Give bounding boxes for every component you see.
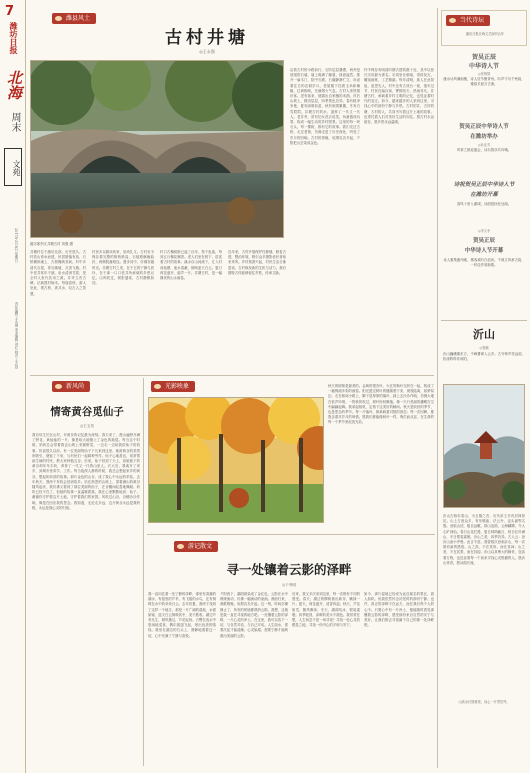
section-tag: 游记散文 [174, 541, 218, 552]
editor-credits: 责任编辑 王永刚 美术编辑 刘红 校对 王志远 [14, 302, 18, 369]
article-body-column: 秋天的树林是最美的。金黄的银杏叶、火红的枫叶交织在一起，构成了一幅绚丽多彩的画卷。阳光透过树叶的缝隙洒下来，斑驳陆离，如梦似幻。走在林间小路上，脚下是厚厚的落叶，踩上去沙沙作响，仿佛大地在低声吟唱。一阵秋风吹过，树叶纷纷飘落，像一只只美丽的蝴蝶在空中翩翩起舞。我拿起相机，定格下这美好的瞬间。秋天是收获的季节，也是思念的季节。每一片落叶，都承载着对根的眷恋；每一次回眸，都饱含着对岁月的珍惜。愿我们都能像秋叶一样，绚烂而从容，在生命的每一个季节里绽放光彩。 [328, 384, 434, 425]
article-title: 古村井塘 [165, 28, 249, 48]
poetry-header-box [441, 10, 527, 46]
poem-title: 贺吴正辰 [471, 54, 496, 61]
article-body-column: 村口古槐树龄已逾三百年，枝干虬曲，每到五月槐花飘香。老人们坐在树下，讲述着古村的故事。溪水自山间流下，汇入村前池塘，池水清澈，倒映蓝天白云。夏日荷花盛开，蛙声一片。井塘古村，是一幅静美的山水画卷。 [160, 250, 222, 281]
section-tag: 潍县风土 [52, 13, 96, 24]
column-divider [143, 378, 144, 766]
article-byline: ◎于秀明 [282, 583, 296, 587]
section-tag: 新风尚 [52, 381, 90, 392]
page-number: 7 [5, 4, 15, 19]
poem-subtitle: 在潍坊开幕 [470, 192, 498, 198]
poem-title: 诗祝贺吴正辰中华诗人节 [453, 182, 515, 188]
poem-author: ◎孙亚芳 [477, 143, 491, 147]
poem-author: ◎张锡德 [477, 72, 491, 76]
section-tag: 光影映象 [151, 381, 195, 392]
article-body-column: 村民多以耕读传家，崇尚礼义。古村至今保存着完整的街巷格局，石板路蜿蜒曲折，两侧院落相连。漫步其中，仿佛穿越时光。井塘古村之美，在于它的宁静与质朴，在于那一口口老井所承载的乡愁记忆。山风吹过，树影婆娑，古村静默如初。 [92, 250, 154, 286]
section-tag: 当代诗坛 [446, 15, 490, 26]
supplement-name-2: 周末 [9, 112, 20, 132]
photo-caption: 潍坊寒亭区井塘古村 刘强 摄 [30, 242, 73, 246]
article-body-column: 近年来，古村开展保护性修缮，修复古建，整治环境，吸引众多摄影爱好者前来采风。乡村旅游兴起，村民生活日渐富裕，古村焕发新的生机与活力。我们期待古村能够留住乡愁，传承文脉。 [228, 250, 286, 275]
poem-author: ◎李文孝 [477, 229, 491, 233]
column-name: 文苑 [4, 148, 22, 186]
article-byline: ◎王玉英 [80, 424, 94, 428]
column-divider [437, 8, 438, 768]
autumn-forest-photo [148, 397, 324, 523]
poem-subtitle: 中华诗人节 [468, 63, 499, 70]
poem-title: 贺吴正辰 [472, 238, 495, 244]
poetry-header-subtitle: 潍坊日报北海文艺副刊合作 [465, 32, 505, 36]
article-body-column: 我一直向往着一处宁静的泽畔，那里有清澈的湖水，有摇曳的芦苇，有飞翔的水鸟，还有倒映在水中的朵朵白云。去年初夏，我终于找到了这样一个地方。那是一片广阔的湿地，水面如镜，蓝天白云倒映其中，美不胜收。湖边芦苇丛生，微风拂过，芦花轻扬。白鹭在浅水中悠闲地觅食，偶尔振翅飞起，划出优美的弧线。我坐在湖边的石头上，静静地看着这一切，心中充满了宁静与喜悦。 [148, 592, 216, 638]
poem-author: ◎鲁鹏 [479, 346, 489, 350]
article-body-column: 沿着古村的小路前行，石阶层层叠叠，两旁是低矮的石墙。墙上爬满了藤蔓，绿意盎然。推开一扇木门，院中石磨、石碾静静伫立，诉说着往日的农耕岁月。老屋檐下挂着玉米和辣椒，红黄相映，充满烟火气息。古村人家热情好客，见有客来，便端出自家酿的米酒。村后山坡上，梯田层层，四季景色各异。春有桃李争艳，夏有绿荫如盖，秋有硕果累累，冬有白雪皑皑。井塘古村的水，滋养了一代又一代人。老井旁，常有妇女洗衣说笑，孩童嬉戏玩耍，构成一幅生动的乡村图景。这里的每一块石头，每一棵树，都有它的故事。我们走过古桥，走过老街，仿佛走进了历史深处，听见了岁月的回响。古村的傍晚，炊烟袅袅升起，夕阳把山峦染成金色。 [290, 68, 360, 145]
article-body-column: 夕阳西下，湖面被染成了金红色，云影在水中缓缓流动，仿佛一幅流动的油画。渔船归来，渔歌唱晚，炊烟袅袅升起。这一刻，时间仿佛静止了，所有的烦恼都烟消云散。我想，这就是我一直在寻找的地方吧。一处镶着云影的泽畔，一片心灵的净土。在这里，我可以放下一切，与自然对话，与自己对话。人生如水，需要沉淀才能清澈；心灵如湖，需要宁静才能映照出美丽的云影。 [220, 592, 288, 638]
article-body-column: 我自幼生长在山村，对黄谷的记忆最为深刻。春天来了，漫山遍野开满了野花，黄灿灿的一片，像是给大地铺上了金色的地毯。每当这个时候，奶奶总会带着我去山坡上采摘野菜，一边走一边给我讲仙子的故事。传说很久以前，有一位美丽的仙子下凡来到这里，她被黄谷的美景所吸引，便留了下来，与村民们一起耕种劳作。仙子心地善良，常常帮助生病的村民，教大家种植五谷。后来，仙子回到了天上，但她留下的黄谷却年年丰收，养育了一代又一代的山里人。长大后，我离开了家乡，到城市里求学、工作。每当夜深人静的时候，我总会想起家乡的黄谷，想起奶奶讲的故事。那片金色的山谷，成了我心中永远的牵挂。去年秋天，我终于有机会回到故乡。站在熟悉的山坡上，望着满山的黄谷随风起伏，我仿佛又看到了那位美丽的仙子，在谷穗间轻盈地舞蹈。奶奶已经不在了，但她的故事一直温暖着我。我在心里默默地说：仙子，谢谢你守护着这片土地，守护着我们的家园。风吹过山谷，谷穗沙沙作响，像是在回应我的思念。我知道，无论走多远，这片黄谷永远是我的根，永远是我心灵的归宿。 [32, 433, 140, 510]
poem-title: 沂山 [473, 328, 495, 341]
poem-body: 春风十里入潍城，诗韵悠扬处处闻。 [456, 202, 512, 206]
article-body-column: 井塘村位于潍坊北部，历史悠久。古村依山傍水而建，民居错落有致，石桥横卧溪上，古树掩映其间。村中多清代石屋，青石砌墙，瓦顶飞檐。村中老井常年不涸，泉水清冽甘甜，是全村人世代饮用之源。井旁立有古碑，记载建村始末。每逢春秋，游人至此，观古桥，汲井水，叹古人之智慧。 [30, 250, 86, 296]
poem-body: 山高水长情意浓，诗心一片寄苍穹。 [458, 700, 510, 704]
poem-body: 沂山巍峨镇东方，千峰叠翠入云乡。古寺钟声传远韵，松涛阵阵伴斜阳。 [443, 352, 525, 362]
article-title: 寻一处镶着云影的泽畔 [226, 562, 352, 577]
divider [147, 534, 435, 535]
article-body-column: 村中保存有明清时期古建筑数十处，其中以张氏宗祠最为著名。宗祠坐北朝南，青砖灰瓦，雕梁画栋，工艺精湛。每年清明，族人在此祭祖，追思先人。村中还有古戏台一座，逢年过节，村民自编自演，锣鼓喧天，热闹非凡。井塘古村，承载着乡村文明的记忆，也见证着时代的变迁。如今，越来越多的人来到这里，寻找心中的那份宁静与乡愁。古村的井，古村的塘，古村的人，共同书写着这片土地的故事，也寄托着人们对美好生活的向往。愿古村永远留存，愿乡愁永远温暖。 [364, 68, 434, 125]
article-body-column: 如今，那片湿地已经成为远近闻名的景区，游人如织。但我依然怀念初见时的那份宁静。也许，真正的泽畔不在远方，而在我们每个人的心中。只要心中有一片净土，便能随时看见那镶着云影的泽畔，感受那份来自自然的安宁与美好。让我们都去寻找属于自己的那一处泽畔吧。 [364, 592, 434, 628]
issue-date: 2017年3月6日 星期日 [14, 228, 18, 263]
village-bridge-photo [30, 60, 284, 238]
paper-name: 潍坊日报 [9, 22, 19, 54]
supplement-name: 北海 [5, 70, 23, 100]
poem-body: 诗人雅集潍州地，墨客欢吟白浪河。千载文风承古韵，一时佳作颂新歌。 [443, 258, 525, 268]
article-byline: ◎王永强 [199, 49, 215, 54]
poem-body: 风筝之都迎盛会，诗坛群彦共吟哦。 [456, 148, 512, 152]
article-body-column: 沂山古称东泰山，为五镇之首，历代帝王多有封禅祭祀。山上古迹众多，有东镇庙、法云寺、歪头崮等名胜。登临山顶，极目远眺，群山连绵，云海翻腾，令人心旷神怡。春日山花烂漫，夏日林荫蔽日，秋日红叶满山，冬日银装素裹。沂山之美，四季各异。古人云：登沂山而小齐鲁。此言不虚。我曾数次登临沂山，每一次都有新的感悟。山之高，不在其形，而在其神；山之美，不在其景，而在其韵。沂山以其博大的胸怀，包容着万物，也包容着每一个前来寻找心灵慰藉的人。愿沂山常青，愿诗韵长流。 [443, 514, 525, 565]
divider [441, 320, 527, 321]
poem-body: 潍水诗风满画楼，诗人佳节聚青州。吟声不尽千秋韵，雅韵长留万古流。 [443, 77, 525, 87]
poem-title: 贺吴正辰中华诗人节 [459, 124, 509, 130]
article-title: 情寄黄谷觅仙子 [50, 406, 124, 418]
poem-subtitle: 在潍坊举办 [470, 134, 498, 140]
article-body-column: 后来，我又多次来到这里，每一次都有不同的感受。春天，湖边的柳树抽出新芽，嫩绿一片；夏天，荷花盛开，清香四溢；秋天，芦花如雪，随风飘荡；冬天，湖面结冰，银装素裹。四季轮回，泽畔的美永不褪色。我常常在想，人生何尝不是一场寻找？寻找一处心灵的栖息之地，寻找一份内心的平和与安宁。 [292, 592, 360, 628]
masthead-bar [0, 0, 26, 773]
mountain-pavilion-photo [443, 384, 525, 508]
poem-subtitle: 中华诗人节开幕 [464, 248, 504, 254]
divider [30, 375, 434, 376]
